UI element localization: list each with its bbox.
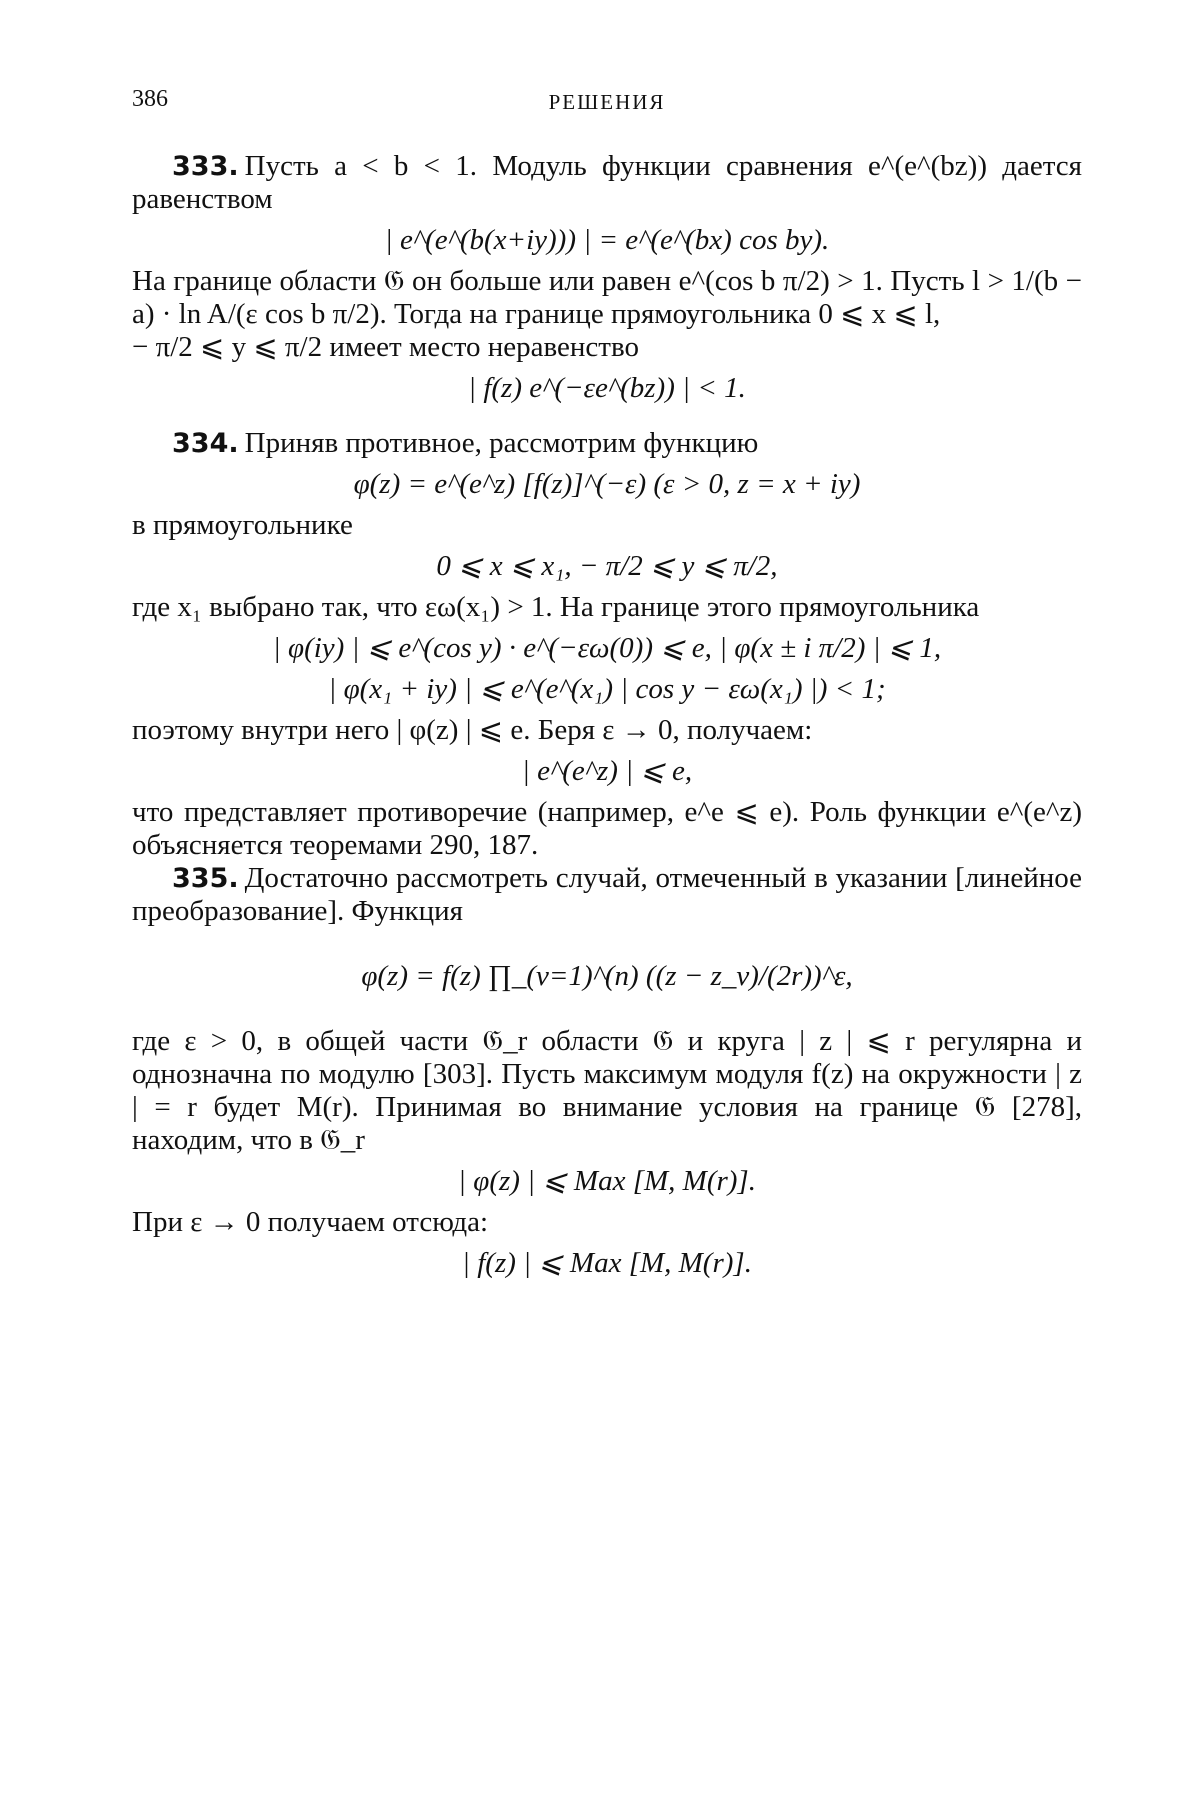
running-title: РЕШЕНИЯ [548, 90, 666, 114]
formula: | φ(iy) | ⩽ e^(cos y) · e^(−εω(0)) ⩽ e, | φ(x ± i π/2) | ⩽ 1, [272, 632, 942, 664]
text-paragraph: в прямоугольнике [132, 509, 353, 541]
formula: | f(z) | ⩽ Max [M, M(r)]. [462, 1247, 752, 1279]
solution-number: 334. [172, 428, 239, 459]
text-paragraph: где ε > 0, в общей части 𝔊_r области 𝔊 и круга | z | ⩽ r регулярна и однозначна по модулю [303]. Пусть максимум модуля f(z) на окружности | z | = r будет M(r). Принимая во внимание условия на границе 𝔊 [278], находим, что в 𝔊_r [132, 1025, 1082, 1156]
formula: | e^(e^z) | ⩽ e, [521, 755, 693, 787]
formula: | φ(z) | ⩽ Max [M, M(r)]. [458, 1165, 756, 1197]
formula: φ(z) = e^(e^z) [f(z)]^(−ε) (ε > 0, z = x + iy) [353, 468, 861, 500]
formula: φ(z) = f(z) ∏_(ν=1)^(n) ((z − z_ν)/(2r))^ε, [361, 960, 853, 992]
solution-number: 333. [172, 151, 239, 182]
page-header [132, 86, 1082, 120]
page-number: 386 [132, 86, 168, 112]
formula: | φ(x₁ + iy) | ⩽ e^(e^(x₁) | cos y − εω(x₁) |) < 1; [328, 673, 886, 705]
solution-334-intro [132, 427, 1082, 460]
text-paragraph: поэтому внутри него | φ(z) | ⩽ e. Беря ε → 0, получаем: [132, 714, 813, 746]
text-paragraph: где x₁ выбрано так, что εω(x₁) > 1. На границе этого прямоугольника [132, 591, 980, 623]
formula: | e^(e^(b(x+iy))) | = e^(e^(bx) cos by). [384, 224, 830, 256]
formula: | f(z) e^(−εe^(bz)) | < 1. [468, 372, 746, 404]
text-paragraph: − π/2 ⩽ y ⩽ π/2 имеет место неравенство [132, 331, 639, 363]
spacer [132, 1001, 1082, 1025]
text-paragraph: На границе области 𝔊 он больше или равен e^(cos b π/2) > 1. Пусть l > 1/(b − a) · ln A/(ε cos b π/2). Тогда на границе прямоугольника 0 ⩽ x ⩽ l, [132, 265, 1082, 330]
solution-335-intro [132, 862, 1082, 928]
spacer [132, 413, 1082, 427]
text-paragraph: При ε → 0 получаем отсюда: [132, 1206, 489, 1238]
solution-number: 335. [172, 863, 239, 894]
text-paragraph: что представляет противоречие (например, e^e ⩽ e). Роль функции e^(e^z) объясняется теоремами 290, 187. [132, 796, 1082, 861]
formula: 0 ⩽ x ⩽ x₁, − π/2 ⩽ y ⩽ π/2, [436, 550, 778, 582]
solution-333-intro [132, 150, 1082, 216]
page-body [132, 150, 1082, 1288]
text-line: Приняв противное, рассмотрим функцию [244, 427, 759, 459]
text-line: Достаточно рассмотреть случай, отмеченный в указании [линейное преобразование]. Функция [132, 862, 1082, 927]
text-line: Пусть a < b < 1. Модуль функции сравнения e^(e^(bz)) дается равенством [132, 150, 1082, 215]
spacer [132, 928, 1082, 952]
